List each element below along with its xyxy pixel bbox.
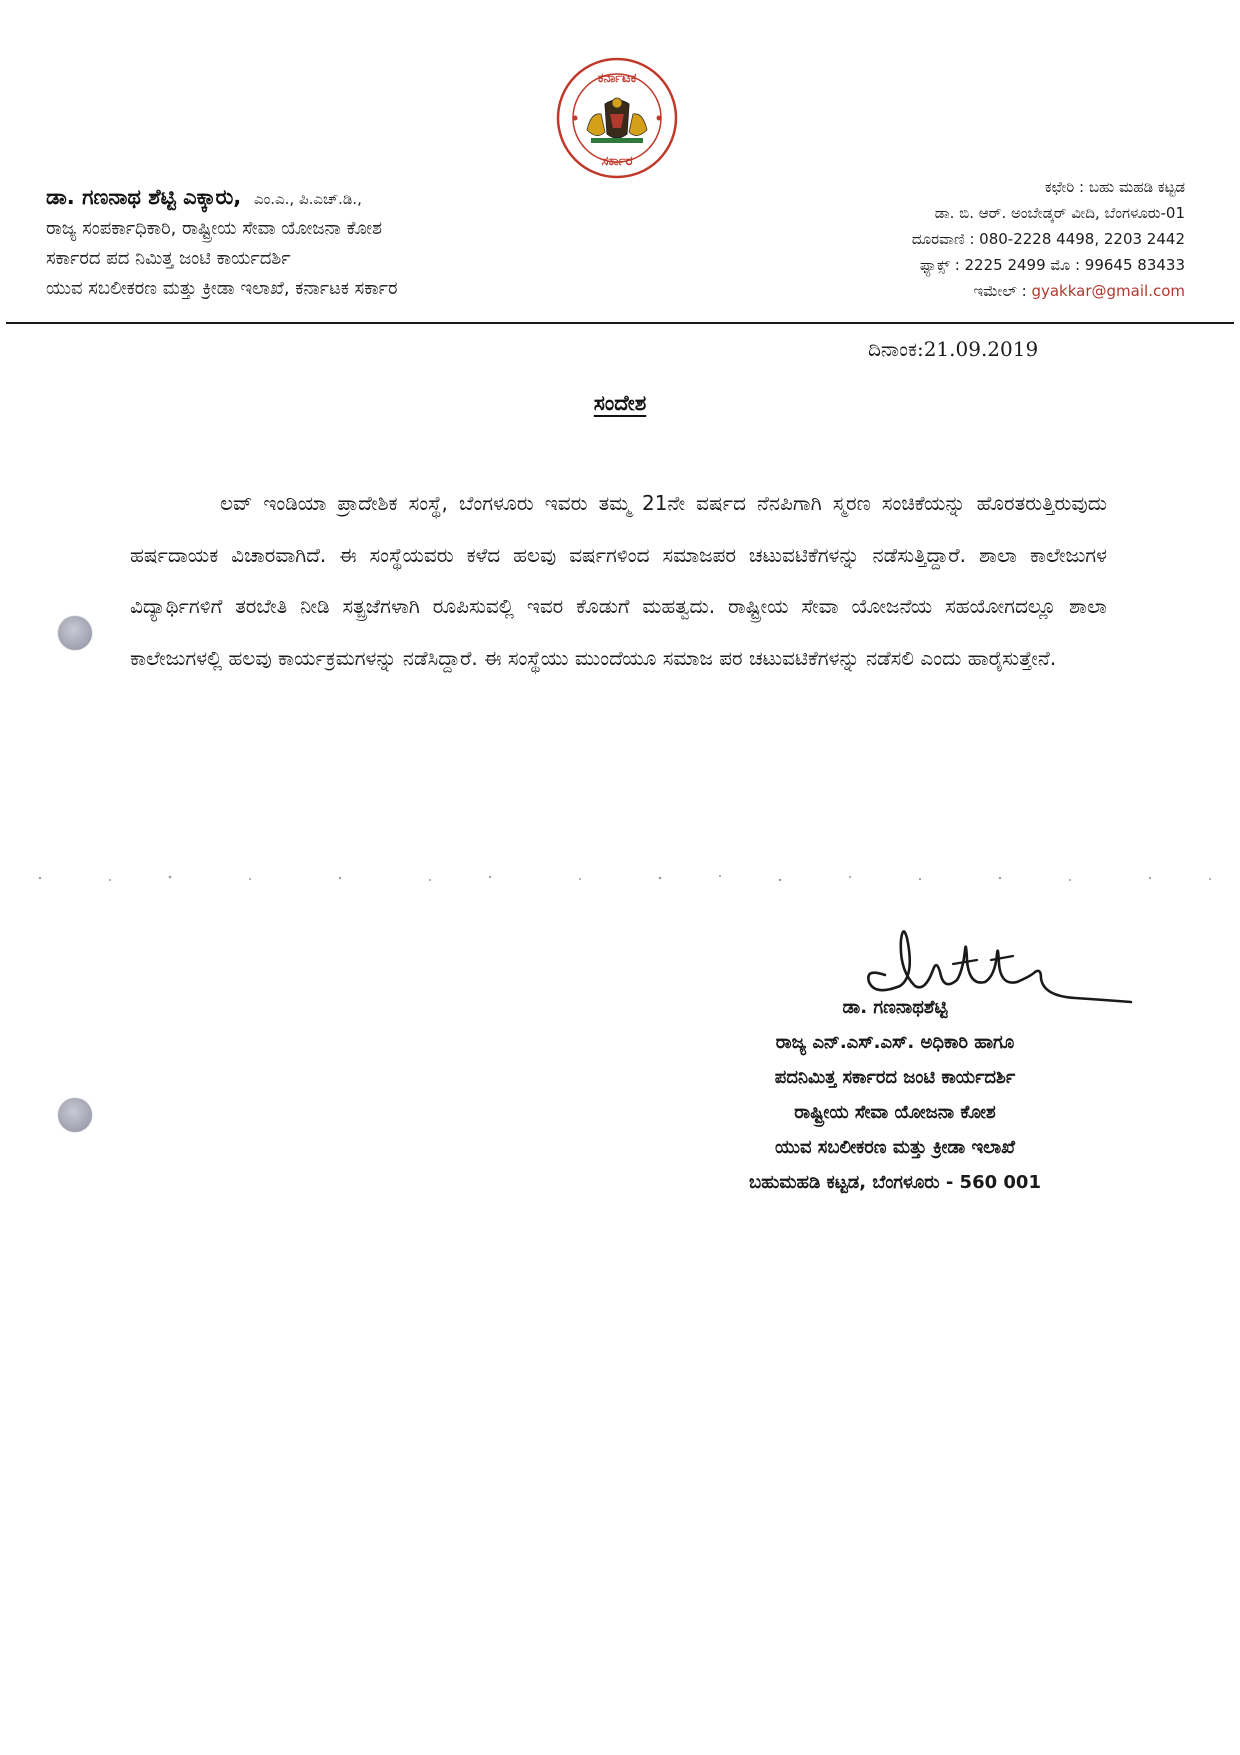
signatory-name: ಡಾ. ಗಣನಾಥಶೆಟ್ಟಿ xyxy=(842,997,948,1018)
signatory-block xyxy=(660,990,1130,1200)
hole-punch-top xyxy=(58,616,92,650)
letterhead-sender xyxy=(46,182,646,304)
hole-punch-bottom xyxy=(58,1098,92,1132)
contact-office: ಕಛೇರಿ : ಬಹು ಮಹಡಿ ಕಟ್ಟಡ xyxy=(1044,178,1185,196)
contact-address: ಡಾ. ಬಿ. ಆರ್. ಅಂಬೇಡ್ಕರ್ ವೀದಿ, ಬೆಂಗಳೂರು-01 xyxy=(934,204,1185,222)
signatory-line-2: ರಾಜ್ಯ ಎನ್.ಎಸ್.ಎಸ್. ಅಧಿಕಾರಿ ಹಾಗೂ xyxy=(775,1032,1015,1053)
contact-email-label: ಇಮೇಲ್ : xyxy=(973,282,1027,300)
sender-name: ಡಾ. ಗಣನಾಥ ಶೆಟ್ಟಿ ಎಕ್ಕಾರು, xyxy=(46,185,242,209)
letter-body xyxy=(130,478,1107,684)
contact-fax-mobile: ಫ್ಯಾಕ್ಸ್ : 2225 2499 ಮೊ : 99645 83433 xyxy=(919,256,1185,274)
sender-designation-3: ಯುವ ಸಬಲೀಕರಣ ಮತ್ತು ಕ್ರೀಡಾ ಇಲಾಖೆ, ಕರ್ನಾಟಕ ಸರ್ಕಾರ xyxy=(46,278,398,299)
letter-body-paragraph: ಲವ್ ಇಂಡಿಯಾ ಪ್ರಾದೇಶಿಕ ಸಂಸ್ಥೆ, ಬೆಂಗಳೂರು ಇವರು ತಮ್ಮ 21ನೇ ವರ್ಷದ ನೆನಪಿಗಾಗಿ ಸ್ಮರಣ ಸಂಚಿಕೆಯನ್ನು ಹೊರತರುತ್ತಿರುವುದು ಹರ್ಷದಾಯಕ ವಿಚಾರವಾಗಿದೆ. ಈ ಸಂಸ್ಥೆಯವರು ಕಳೆದ ಹಲವು ವರ್ಷಗಳಿಂದ ಸಮಾಜಪರ ಚಟುವಟಿಕೆಗಳನ್ನು ನಡೆಸುತ್ತಿದ್ದಾರೆ. ಶಾಲಾ ಕಾಲೇಜುಗಳ ವಿದ್ಯಾರ್ಥಿಗಳಿಗೆ ತರಬೇತಿ ನೀಡಿ ಸತ್ಪ್ರಜೆಗಳಾಗಿ ರೂಪಿಸುವಲ್ಲಿ ಇವರ ಕೊಡುಗೆ ಮಹತ್ವದು. ರಾಷ್ಟ್ರೀಯ ಸೇವಾ ಯೋಜನೆಯ ಸಹಯೋಗದಲ್ಲೂ ಶಾಲಾ ಕಾಲೇಜುಗಳಲ್ಲಿ ಹಲವು ಕಾರ್ಯಕ್ರಮಗಳನ್ನು ನಡೆಸಿದ್ದಾರೆ. ಈ ಸಂಸ್ಥೆಯು ಮುಂದೆಯೂ ಸಮಾಜ ಪರ ಚಟುವಟಿಕೆಗಳನ್ನು ನಡೆಸಲಿ ಎಂದು ಹಾರೈಸುತ್ತೇನೆ. xyxy=(130,491,1107,670)
karnataka-government-emblem-icon xyxy=(555,56,679,180)
letter-date: ದಿನಾಂಕ:21.09.2019 xyxy=(868,337,1039,361)
letterhead-contact xyxy=(765,174,1185,304)
letter-title-text: ಸಂದೇಶ xyxy=(593,391,647,415)
signatory-line-3: ಪದನಿಮಿತ್ತ ಸರ್ಕಾರದ ಜಂಟಿ ಕಾರ್ಯದರ್ಶಿ xyxy=(774,1067,1016,1088)
sender-name-line xyxy=(46,182,646,214)
signatory-line-5: ಯುವ ಸಬಲೀಕರಣ ಮತ್ತು ಕ್ರೀಡಾ ಇಲಾಖೆ xyxy=(774,1137,1016,1158)
contact-email: gyakkar@gmail.com xyxy=(1031,282,1185,300)
sender-designation-2: ಸರ್ಕಾರದ ಪದ ನಿಮಿತ್ತ ಜಂಟಿ ಕಾರ್ಯದರ್ಶಿ xyxy=(46,248,291,269)
signatory-line-6: ಬಹುಮಹಡಿ ಕಟ್ಟಡ, ಬೆಂಗಳೂರು - 560 001 xyxy=(749,1172,1041,1193)
sender-designation-1: ರಾಜ್ಯ ಸಂಪರ್ಕಾಧಿಕಾರಿ, ರಾಷ್ಟ್ರೀಯ ಸೇವಾ ಯೋಜನಾ ಕೋಶ xyxy=(46,218,382,239)
header-divider xyxy=(6,322,1234,324)
contact-email-line xyxy=(765,278,1185,304)
letter-title xyxy=(0,391,1240,416)
scan-speckle-line xyxy=(20,864,1220,894)
emblem-bottom-text: ಸರ್ಕಾರ xyxy=(601,154,633,169)
emblem-top-text: ಕರ್ನಾಟಕ xyxy=(597,71,637,86)
signatory-line-4: ರಾಷ್ಟ್ರೀಯ ಸೇವಾ ಯೋಜನಾ ಕೋಶ xyxy=(794,1102,996,1123)
sender-degrees: ಎಂ.ಎ., ಪಿ.ಎಚ್.ಡಿ., xyxy=(253,190,362,208)
contact-phone: ದೂರವಾಣಿ : 080-2228 4498, 2203 2442 xyxy=(911,230,1185,248)
